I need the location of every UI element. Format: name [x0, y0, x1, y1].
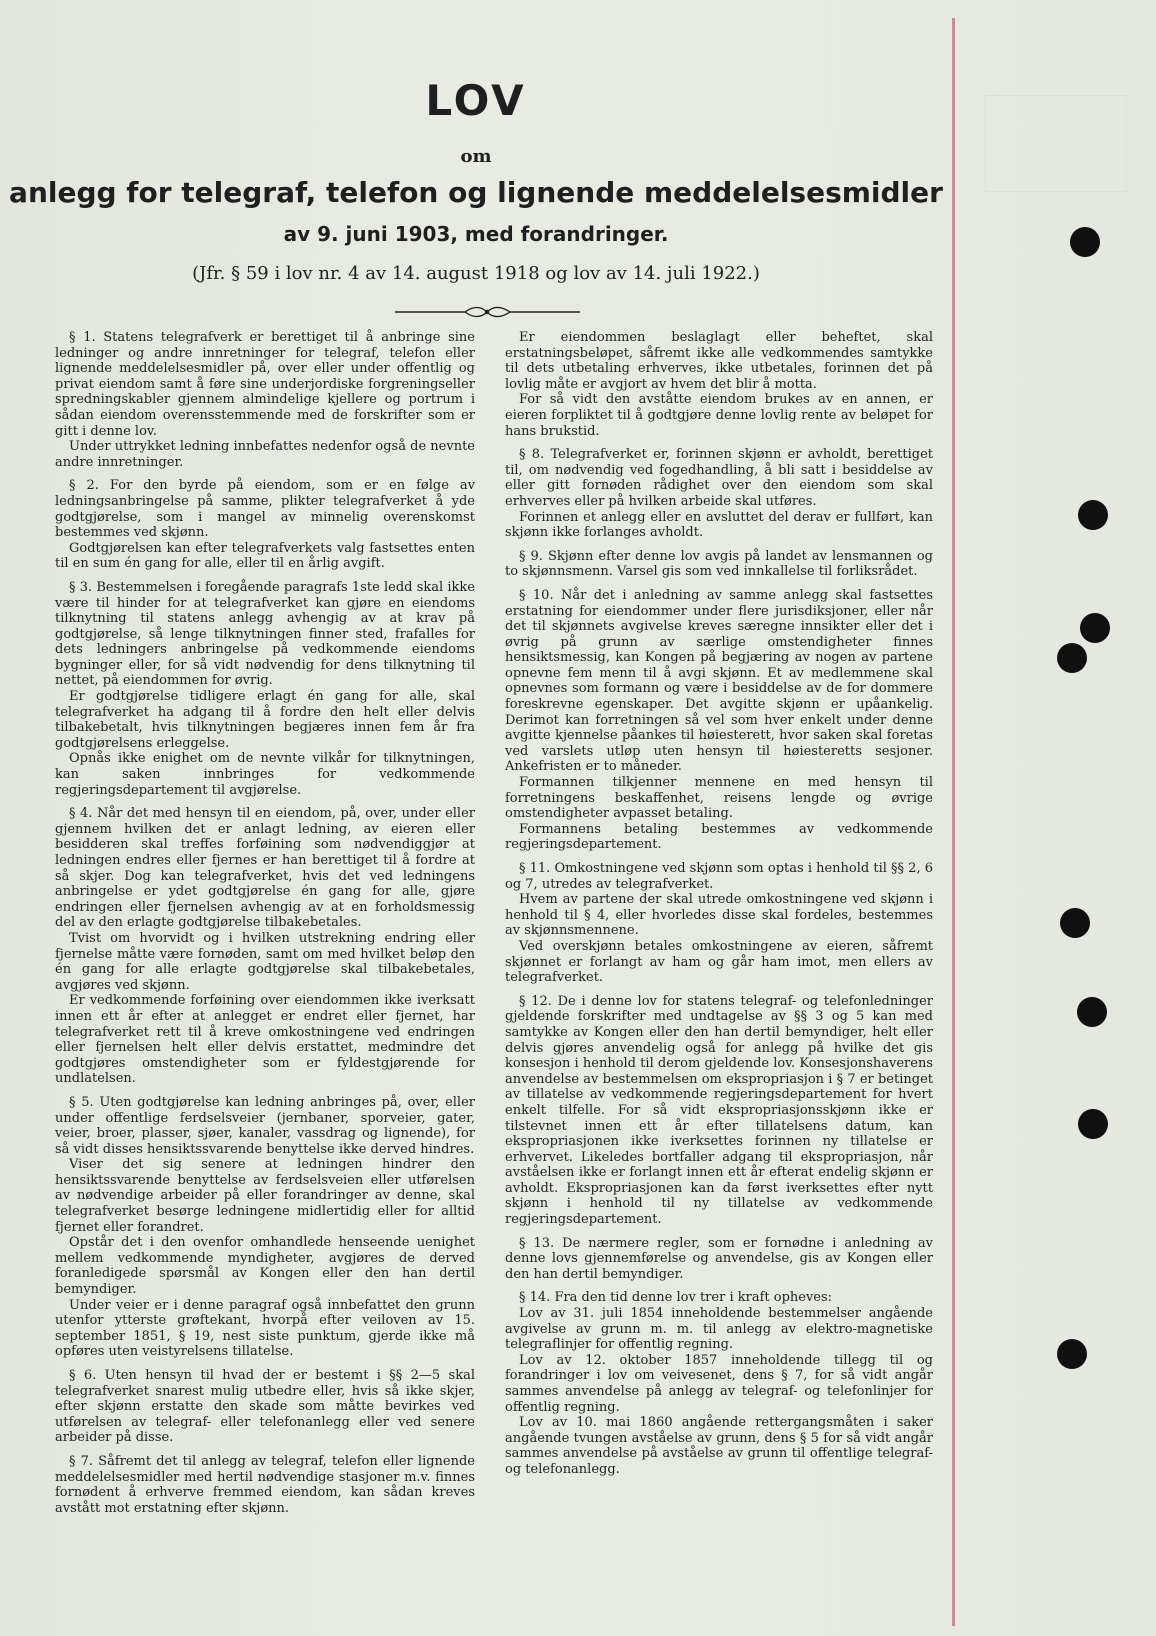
- paragraph: Tvist om hvorvidt og i hvilken utstrekning endring eller fjernelse måtte være fornøden, samt om med hvilket beløp den én gang for alle erlagte godtgjørelse skal tilbakebetales, avgjøres ved skjønn.: [55, 930, 475, 993]
- paragraph: For så vidt den avståtte eiendom brukes av en annen, er eieren forpliktet til å godtgjøre denne lovlig rente av beløpet for hans brukstid.: [505, 392, 933, 439]
- paragraph: Formannens betaling bestemmes av vedkommende regjeringsdepartement.: [505, 821, 933, 853]
- punch-hole: [1060, 908, 1090, 938]
- paragraph: Lov av 10. mai 1860 angående rettergangsmåten i saker angående tvungen avståelse av grunn, dens § 5 for så vidt angår sammes anvendelse på avståelse av grunn til offentlige telegraf- og telefonanlegg.: [505, 1415, 933, 1477]
- law-subtitle: av 9. juni 1903, med forandringer.: [283, 222, 669, 246]
- punch-hole: [1057, 1339, 1087, 1369]
- law-main-title: anlegg for telegraf, telefon og lignende meddelelsesmidler: [9, 176, 943, 209]
- right-column: [505, 330, 933, 1486]
- paragraph: Forinnen et anlegg eller en avsluttet del derav er fullført, kan skjønn ikke forlanges avholdt.: [505, 509, 933, 541]
- paragraph: § 8. Telegrafverket er, forinnen skjønn er avholdt, berettiget til, om nødvendig ved fogedhandling, å bli satt i besiddelse av eller gitt fornøden rådighet over den eiendom som skal erhverves eller på hvilken arbeide skal utføres.: [505, 447, 933, 509]
- paragraph: Er eiendommen beslaglagt eller beheftet, skal erstatningsbeløpet, såfremt ikke alle vedkommendes samtykke til dets utbetaling erhverves, ikke utbetales, forinnen det på lovlig måte er avgjort av hvem det blir å motta.: [505, 330, 933, 392]
- paragraph: Hvem av partene der skal utrede omkostningene ved skjønn i henhold til § 4, eller hvorledes disse skal fordeles, bestemmes av skjønnsmennene.: [505, 892, 933, 939]
- paragraph: § 13. De nærmere regler, som er fornødne i anledning av denne lovs gjennemførelse og anvendelse, gis av Kongen eller den han dertil bemyndiger.: [505, 1235, 933, 1282]
- law-title-om: om: [460, 146, 492, 167]
- paragraph: § 14. Fra den tid denne lov trer i kraft opheves:: [519, 1290, 833, 1306]
- paragraph: Ved overskjønn betales omkostningene av eieren, såfremt skjønnet er forlangt av ham og går ham imot, men ellers av telegrafverket.: [505, 938, 933, 986]
- paragraph: § 11. Omkostningene ved skjønn som optas i henhold til §§ 2, 6 og 7, utredes av telegrafverket.: [505, 861, 933, 892]
- law-title: LOV: [425, 76, 527, 125]
- punch-hole: [1078, 500, 1108, 530]
- paragraph: § 6. Uten hensyn til hvad der er bestemt i §§ 2—5 skal telegrafverket snarest mulig utbedre eller, hvis så ikke skjer, efter skjønn erstatte den skade som måtte bevirkes ved utførelsen av telegraf- eller telefonanlegg eller ved senere arbeider på disse.: [55, 1368, 475, 1446]
- paragraph: Formannen tilkjenner mennene en med hensyn til forretningens beskaffenhet, reisens lengde og øvrige omstendigheter avpasset betaling.: [505, 775, 933, 822]
- paragraph: Under veier er i denne paragraf også innbefattet den grunn utenfor ytterste grøftekant, hvorpå efter veiloven av 15. september 1851, § 19, nest siste punktum, gjerde ikke må opføres uten veistyrelsens tillatelse.: [55, 1297, 475, 1360]
- paragraph: Opnås ikke enighet om de nevnte vilkår for tilknytningen, kan saken innbringes for vedkommende regjeringsdepartement til avgjørelse.: [55, 751, 475, 798]
- law-reference: (Jfr. § 59 i lov nr. 4 av 14. august 1918 og lov av 14. juli 1922.): [192, 263, 760, 284]
- paragraph: Under uttrykket ledning innbefattes nedenfor også de nevnte andre innretninger.: [55, 439, 475, 470]
- paragraph: § 7. Såfremt det til anlegg av telegraf, telefon eller lignende meddelelsesmidler med hertil nødvendige stasjoner m.v. finnes fornødent å erhverve fremmed eiendom, kan sådan kreves avstått mot erstatning efter skjønn.: [55, 1453, 475, 1516]
- paragraph: Lov av 12. oktober 1857 inneholdende tillegg til og forandringer i lov om veivesenet, dens § 7, for så vidt angår sammes anvendelse på anlegg av telegraf- og telefonlinjer for offentlig regning.: [505, 1352, 933, 1415]
- paragraph: Viser det sig senere at ledningen hindrer den hensiktssvarende benyttelse av ferdselsveien eller utførelsen av nødvendige arbeider på eller forandringer av denne, skal telegrafverket besørge ledningene midlertidig eller for alltid fjernet eller forandret.: [55, 1157, 475, 1235]
- margin-line: [952, 18, 955, 1626]
- bleed-through-stamp: [985, 95, 1127, 192]
- paragraph: § 4. Når det med hensyn til en eiendom, på, over, under eller gjennem hvilken det er anlagt ledning, av eieren eller besidderen skal treffes forføining som nødvendiggjør at ledningen endres eller fjernes er han berettiget til å fordre at så skjer. Dog kan telegrafverket, hvis det ved ledningens anbringelse er ydet godtgjørelse én gang for alle, gjøre endringen eller fjernelsen avhengig av at en forholdsmessig del av den erlagte godtgjørelse tilbakebetales.: [55, 806, 475, 931]
- paragraph: § 3. Bestemmelsen i foregående paragrafs 1ste ledd skal ikke være til hinder for at telegrafverket kan gjøre en eiendoms tilknytning til statens anlegg avhengig av at krav på godtgjørelse, så lenge tilknytningen finner sted, frafalles for dets ledningers anbringelse på vedkommende eiendoms bygninger eller, for så vidt nødvendig for dens tilknytning til nettet, på eiendommen for øvrig.: [55, 579, 475, 689]
- punch-hole: [1078, 1109, 1108, 1139]
- punch-hole: [1070, 227, 1100, 257]
- paragraph: Er godtgjørelse tidligere erlagt én gang for alle, skal telegrafverket ha adgang til å fordre den helt eller delvis tilbakebetalt, hvis tilknytningen begjæres innen fem år fra godtgjørelsens erleggelse.: [55, 689, 475, 751]
- ornament-divider: [395, 304, 580, 320]
- paragraph: Er vedkommende forføining over eiendommen ikke iverksatt innen ett år efter at anlegget er endret eller fjernet, har telegrafverket rett til å kreve omkostningene ved endringen eller fjernelsen helt eller delvis erstattet, medmindre det godtgjøres omstendigheter som er fyldestgjørende for undlatelsen.: [55, 993, 475, 1087]
- paragraph: Opstår det i den ovenfor omhandlede henseende uenighet mellem vedkommende myndigheter, avgjøres de derved foranledigede spørsmål av Kongen eller den han dertil bemyndiger.: [55, 1235, 475, 1298]
- punch-hole: [1057, 643, 1087, 673]
- paragraph: § 10. Når det i anledning av samme anlegg skal fastsettes erstatning for eiendommer under flere jurisdiksjoner, eller når det til skjønnets avgivelse kreves særegne innsikter eller det i øvrig på grunn av særlige omstendigheter finnes hensiktsmessig, kan Kongen på begjæring av nogen av partene opnevne fem menn til å avgi skjønn. Et av medlemmene skal opnevnes som formann og være i besiddelse av de for dommere foreskrevne egenskaper. Det avgitte skjønn er upåankelig. Derimot kan forretningen så vel som hver enkelt under denne avgitte kjennelse påankes til høiesterett, hvor saken skal foretas ved varslets utløp uten hensyn til høiesteretts sesjoner. Ankefristen er to måneder.: [505, 587, 933, 775]
- paragraph: § 9. Skjønn efter denne lov avgis på landet av lensmannen og to skjønnsmenn. Varsel gis som ved innkallelse til forliksrådet.: [505, 548, 933, 580]
- paragraph: § 12. De i denne lov for statens telegraf- og telefonledninger gjeldende forskrifter med undtagelse av §§ 3 og 5 kan med samtykke av Kongen eller den han dertil bemyndiger, helt eller delvis gjøres anvendelig også for anlegg på hvilke det gis konsesjon i henhold til derom gjeldende lov. Konsesjonshaverens anvendelse av bestemmelsen om ekspropriasjon i § 7 er betinget av tillatelse av vedkommende regjeringsdepartement for hvert enkelt tilfelle. For så vidt ekspropriasjonsskjønn ikke er tilstevnet innen ett år efter tillatelsens datum, kan ekspropriasjonen ikke iverksettes forinnen ny tillatelse er erhvervet. Likeledes bortfaller adgang til ekspropriasjon, når avståelsen ikke er forlangt innen ett år efterat endelig skjønn er avholdt. Ekspropriasjonen kan da først iverksettes efter nytt skjønn i henhold til ny tillatelse av vedkommende regjeringsdepartement.: [505, 993, 933, 1228]
- paragraph: § 2. For den byrde på eiendom, som er en følge av ledningsanbringelse på samme, plikter telegrafverket å yde godtgjørelse, som i mangel av minnelig overenskomst bestemmes ved skjønn.: [55, 478, 475, 541]
- punch-hole: [1080, 613, 1110, 643]
- paragraph: Lov av 31. juli 1854 inneholdende bestemmelser angående avgivelse av grunn m. m. til anlegg av elektro-magnetiske telegraflinjer for offentlig regning.: [505, 1306, 933, 1353]
- paragraph: § 5. Uten godtgjørelse kan ledning anbringes på, over, eller under offentlige ferdselsveier (jernbaner, sporveier, gater, veier, broer, plasser, sjøer, kanaler, vassdrag og lignende), for så vidt disses hensiktssvarende benyttelse ikke derved hindres.: [55, 1094, 475, 1157]
- paragraph: Godtgjørelsen kan efter telegrafverkets valg fastsettes enten til en sum én gang for alle, eller til en årlig avgift.: [55, 540, 475, 572]
- left-column: [55, 330, 475, 1524]
- punch-hole: [1077, 997, 1107, 1027]
- paragraph: § 1. Statens telegrafverk er berettiget til å anbringe sine ledninger og andre innretninger for telegraf, telefon eller lignende meddelelsesmidler på, over eller under offentlig og privat eiendom samt å føre sine underjordiske forgreningseller spredningskabler gjennem almindelige kjellere og portrum i sådan eiendom overensstemmende med de forskrifter som er gitt i denne lov.: [55, 330, 475, 439]
